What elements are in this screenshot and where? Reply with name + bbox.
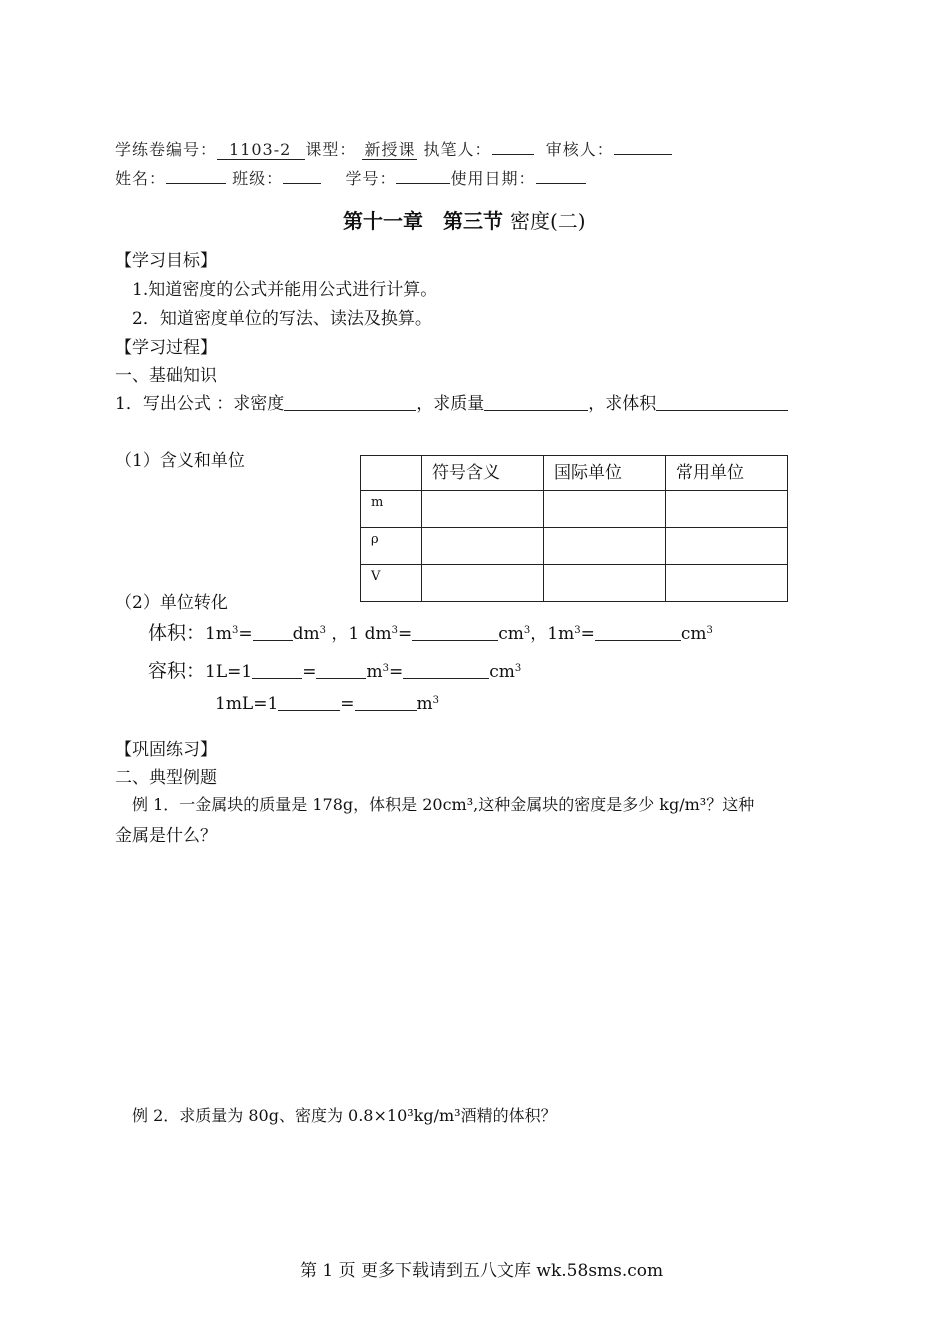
m3-to-cm3-blank[interactable] — [595, 625, 681, 641]
table-cell[interactable] — [666, 491, 788, 528]
ml-unit-blank[interactable] — [278, 695, 340, 711]
table-cell[interactable] — [422, 565, 544, 602]
reviewer-blank[interactable] — [614, 138, 672, 155]
table-cell[interactable] — [544, 565, 666, 602]
table-header-empty — [361, 456, 422, 491]
type-label: 课型： — [305, 140, 357, 159]
table-header-common-unit: 常用单位 — [666, 456, 788, 491]
liter-unit-blank[interactable] — [252, 663, 302, 679]
goal-item-2: 2．知道密度单位的写法、读法及换算。 — [132, 309, 432, 329]
table-header-si-unit: 国际单位 — [544, 456, 666, 491]
title-bold: 第十一章 第三节 — [343, 209, 503, 233]
paper-no-label: 学练卷编号： — [115, 140, 218, 159]
name-label: 姓名： — [115, 169, 167, 188]
formula-question: 1．写出公式 ：求密度 ，求质量 ，求体积 — [115, 389, 788, 414]
row-symbol-m: m — [361, 491, 422, 528]
density-formula-blank[interactable] — [284, 395, 416, 411]
header-line-1 — [115, 137, 672, 160]
meaning-units-heading: （1）含义和单位 — [115, 451, 245, 471]
row-symbol-v: V — [361, 565, 422, 602]
date-label: 使用日期： — [450, 169, 536, 188]
dm3-to-cm3-blank[interactable] — [412, 625, 498, 641]
student-no-blank[interactable] — [396, 167, 450, 184]
page-title — [343, 205, 586, 234]
table-row — [361, 491, 788, 528]
milliliter-conversion: $1mL=1 = m^3$ — [215, 694, 440, 714]
table-cell[interactable] — [422, 528, 544, 565]
type-value: 新授课 — [364, 140, 416, 159]
class-label: 班级： — [232, 169, 284, 188]
example-2: 例 2．求质量为 80g、密度为 0.8×10³kg/m³酒精的体积？ — [132, 1106, 557, 1125]
table-cell[interactable] — [544, 491, 666, 528]
table-cell[interactable] — [666, 565, 788, 602]
table-header-row — [361, 456, 788, 491]
table-cell[interactable] — [422, 491, 544, 528]
table-cell[interactable] — [666, 528, 788, 565]
table-header-meaning: 符号含义 — [422, 456, 544, 491]
table-row — [361, 528, 788, 565]
goals-heading: 【学习目标】 — [115, 251, 217, 271]
writer-label: 执笔人： — [423, 140, 492, 159]
units-table — [360, 455, 788, 602]
capacity-conversion: 容积：$1L=1 = m^3= cm^3$ — [148, 660, 522, 682]
date-blank[interactable] — [536, 167, 586, 184]
goal-item-1: 1.知道密度的公式并能用公式进行计算。 — [132, 280, 438, 300]
section-2-heading: 二、典型例题 — [115, 768, 217, 788]
unit-conversion-heading: （2）单位转化 — [115, 593, 228, 613]
volume-conversion: 体积：$1m^3= dm^3$ ，1 $dm^3= cm^3$，$1m^3= cm^3$ — [148, 622, 713, 644]
liter-cm3-blank[interactable] — [403, 663, 489, 679]
liter-m3-blank[interactable] — [316, 663, 366, 679]
ml-m3-blank[interactable] — [355, 695, 417, 711]
class-blank[interactable] — [283, 167, 321, 184]
capacity-label: 容积： — [148, 660, 206, 682]
practice-heading: 【巩固练习】 — [115, 740, 217, 760]
table-cell[interactable] — [544, 528, 666, 565]
writer-blank[interactable] — [492, 138, 534, 155]
title-normal: 密度(二) — [509, 209, 586, 233]
m3-to-dm3-blank[interactable] — [253, 625, 293, 641]
name-blank[interactable] — [166, 167, 226, 184]
page-footer: 第 1 页 更多下载请到五八文库 wk.58sms.com — [300, 1261, 664, 1281]
volume-label: 体积： — [148, 622, 206, 644]
section-1-heading: 一、基础知识 — [115, 366, 217, 386]
process-heading: 【学习过程】 — [115, 338, 217, 358]
example-1-line-1: 例 1．一金属块的质量是 178g，体积是 20cm³,这种金属块的密度是多少 kg/m³？这种 — [132, 795, 755, 814]
table-row — [361, 565, 788, 602]
row-symbol-rho: ρ — [361, 528, 422, 565]
volume-formula-blank[interactable] — [656, 395, 788, 411]
header-line-2 — [115, 166, 586, 189]
paper-no-value: 1103-2 — [217, 140, 305, 160]
mass-formula-blank[interactable] — [484, 395, 588, 411]
student-no-label: 学号： — [345, 169, 397, 188]
example-1-line-2: 金属是什么？ — [115, 826, 217, 846]
reviewer-label: 审核人： — [545, 140, 614, 159]
